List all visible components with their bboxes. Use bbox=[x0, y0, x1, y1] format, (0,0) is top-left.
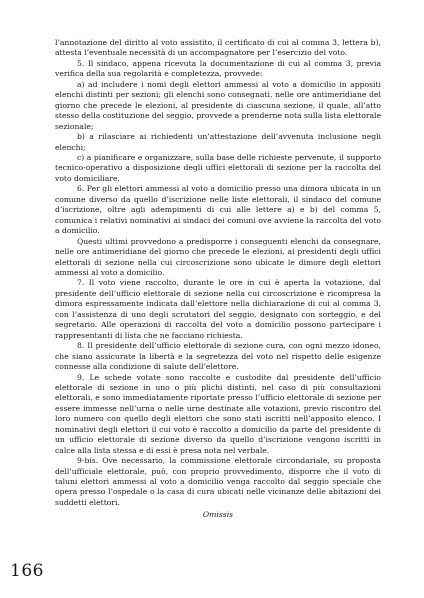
paragraph: a) ad includere i nomi degli elettori ammessi al voto a domicilio in appositi elenchi distinti per sezioni; gli elenchi sono consegnati, nelle ore antimeridiane del giorno che precede le elezioni, al presidente di ciascuna sezione, il quale, all’atto stesso della costituzione del seggio, provvede a prenderne nota sulla lista elettorale sezionale; bbox=[55, 79, 381, 131]
paragraph: 8. Il presidente dell’ufficio elettorale di sezione cura, con ogni mezzo idoneo, che siano assicurate la libertà e la segretezza del voto nel rispetto delle esigenze connesse alla condizione di salute dell’elettore. bbox=[55, 341, 381, 372]
paragraph: l’annotazione del diritto al voto assistito, il certificato di cui al comma 3, lettera b), attesta l’eventuale necessità di un accompagnatore per l’esercizio del voto. bbox=[55, 38, 381, 58]
paragraph: b) a rilasciare ai richiedenti un’attestazione dell’avvenuta inclusione negli elenchi; bbox=[55, 132, 381, 152]
paragraph: 6. Per gli elettori ammessi al voto a domicilio presso una dimora ubicata in un comune diverso da quello d’iscrizione nelle liste elettorali, il sindaco del comune d’iscrizione, oltre agli adempimenti di cui alle lettere a) e b) del comma 5, comunica i relativi nominativi ai sindaci dei comuni ove avviene la raccolta del voto a domicilio. bbox=[55, 184, 381, 236]
page-number: 166 bbox=[10, 561, 44, 581]
paragraph: 9-bis. Ove necessario, la commissione elettorale circondariale, su proposta dell’ufficiale elettorale, può, con proprio provvedimento, disporre che il voto di taluni elettori ammessi al voto a domicilio venga raccolto dal seggio speciale che opera presso l’ospedale o la casa di cura ubicati nelle vicinanze delle abitazioni dei suddetti elettori. bbox=[55, 456, 381, 507]
paragraph: 5. Il sindaco, appena ricevuta la documentazione di cui al comma 3, previa verifica della sua regolarità e completezza, provvede: bbox=[55, 58, 381, 79]
paragraph: 9. Le schede votate sono raccolte e custodite dal presidente dell’ufficio elettorale di sezione in uno o più plichi distinti, nel caso di più consultazioni elettorali, e sono immediatamente riportate presso l’ufficio elettorale di sezione per essere immesse nell’urna o nelle urne destinate alle votazioni, previo riscontro del loro numero con quello degli elettori che sono stati iscritti nell’apposito elenco. I nominativi degli elettori il cui voto è raccolto a domicilio da parte del presidente di un ufficio elettorale di sezione diverso da quello d’iscrizione vengono iscritti in calce alla lista stessa e di essi è presa nota nel verbale. bbox=[55, 372, 381, 455]
body-text bbox=[55, 38, 381, 521]
paragraph: 7. Il voto viene raccolto, durante le ore in cui è aperta la votazione, dal presidente dell’ufficio elettorale di sezione nella cui circoscrizione è ricompresa la dimora espressamente indicata dall’elettore nella dichiarazione di cui al comma 3, con l’assistenza di uno degli scrutatori del seggio, designato con sorteggio, e del segretario. Alle operazioni di raccolta del voto a domicilio possono partecipare i rappresentanti di lista che ne facciano richiesta. bbox=[55, 278, 381, 340]
omissis-note: Omissis bbox=[202, 510, 234, 520]
paragraph: c) a pianificare e organizzare, sulla base delle richieste pervenute, il supporto tecnico-operativo a disposizione degli uffici elettorali di sezione per la raccolta del voto domiciliare. bbox=[55, 152, 381, 183]
paragraph: Questi ultimi provvedono a predisporre i conseguenti elenchi da consegnare, nelle ore antimeridiane del giorno che precede le elezioni, ai presidenti degli uffici elettorali di sezione nella cui circoscrizione sono ubicate le dimore degli elettori ammessi al voto a domicilio. bbox=[55, 236, 381, 277]
